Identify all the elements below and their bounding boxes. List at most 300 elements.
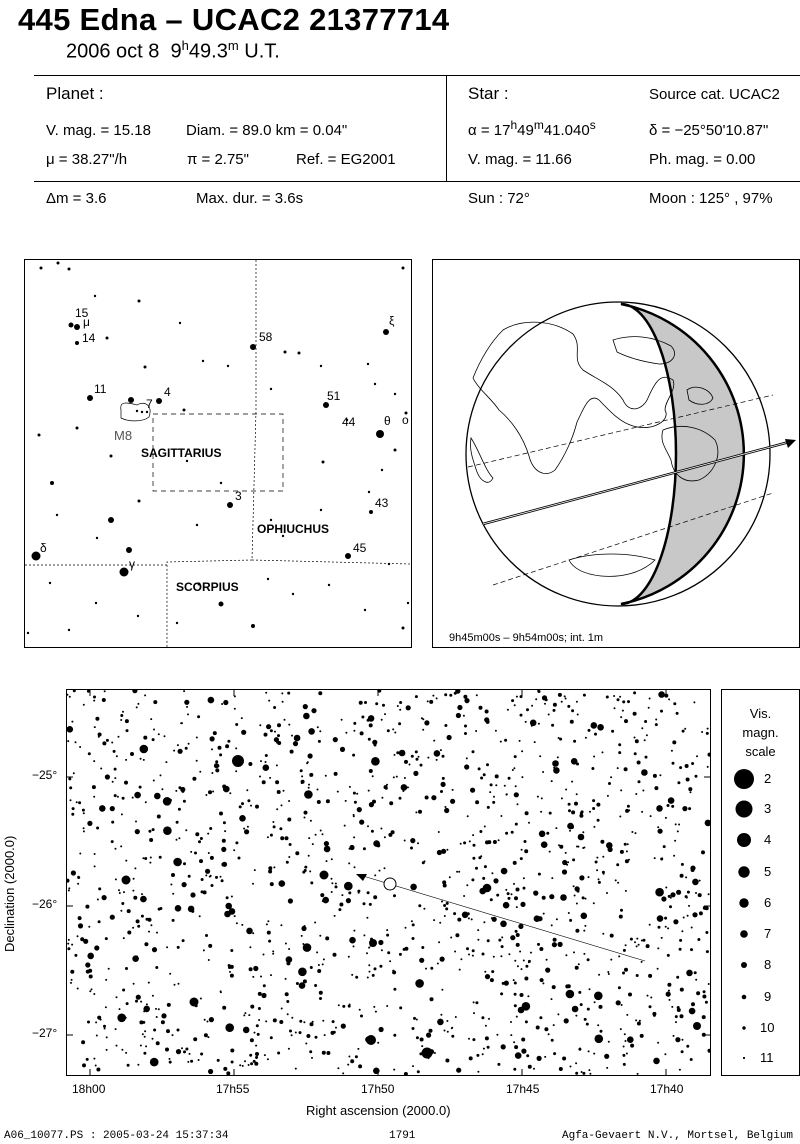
- field-star: [492, 917, 497, 922]
- planet-heading: Planet :: [46, 84, 104, 103]
- field-star: [631, 831, 633, 833]
- field-star: [479, 706, 483, 710]
- field-star: [457, 918, 461, 922]
- field-star: [622, 1054, 625, 1057]
- field-star: [337, 1067, 339, 1069]
- field-star: [394, 732, 396, 734]
- field-star: [450, 799, 455, 804]
- field-star: [473, 1012, 475, 1014]
- field-star: [334, 772, 338, 776]
- field-star: [322, 1020, 324, 1022]
- field-star: [296, 982, 299, 985]
- field-star: [486, 720, 490, 724]
- field-star: [553, 709, 556, 712]
- field-star: [525, 965, 528, 968]
- field-star: [317, 789, 319, 791]
- field-star: [433, 740, 435, 742]
- field-star: [224, 830, 226, 832]
- field-star: [647, 995, 649, 997]
- finder-label-xi: ξ: [389, 314, 395, 328]
- field-star: [105, 1006, 107, 1008]
- field-star: [531, 725, 533, 727]
- field-star: [270, 882, 274, 886]
- field-star: [141, 893, 143, 895]
- field-star: [708, 1049, 711, 1053]
- field-star: [508, 777, 511, 780]
- field-star: [582, 896, 585, 899]
- field-star: [396, 751, 399, 754]
- field-star: [230, 974, 234, 978]
- field-star: [677, 830, 679, 832]
- field-star: [676, 712, 679, 715]
- field-star: [445, 907, 448, 910]
- field-star: [500, 992, 503, 995]
- field-star: [252, 932, 254, 934]
- field-star: [602, 856, 604, 858]
- field-star: [591, 767, 594, 770]
- field-star: [185, 829, 187, 831]
- field-star: [654, 786, 658, 790]
- field-star: [285, 978, 287, 980]
- field-star: [678, 824, 680, 826]
- field-star: [320, 893, 324, 897]
- field-star: [310, 775, 312, 777]
- field-star: [190, 1060, 193, 1063]
- field-star: [470, 788, 475, 793]
- field-star: [545, 968, 550, 973]
- field-star: [487, 939, 490, 942]
- field-star: [566, 864, 568, 866]
- field-star: [331, 858, 333, 860]
- field-star: [415, 750, 418, 753]
- field-star: [516, 1016, 518, 1018]
- field-star: [252, 976, 254, 978]
- field-star: [393, 776, 395, 778]
- field-star: [125, 1052, 127, 1054]
- field-star: [205, 874, 207, 876]
- field-star: [508, 953, 510, 955]
- field-star: [658, 691, 665, 698]
- field-star: [279, 1020, 283, 1024]
- field-star: [596, 869, 598, 871]
- field-star: [444, 808, 449, 813]
- field-star: [568, 809, 571, 812]
- field-star: [627, 700, 630, 703]
- bright-field-star: [369, 939, 377, 947]
- field-star: [208, 697, 215, 704]
- field-star: [197, 715, 200, 718]
- field-star: [446, 849, 448, 851]
- field-star: [695, 892, 697, 894]
- field-star: [256, 1024, 259, 1027]
- field-star: [214, 763, 219, 768]
- field-star: [562, 869, 567, 874]
- star-vmag: V. mag. = 11.66: [468, 151, 572, 168]
- field-star: [635, 793, 637, 795]
- field-star: [608, 782, 611, 785]
- field-star: [74, 954, 77, 957]
- field-star: [531, 705, 533, 707]
- field-star: [344, 825, 346, 827]
- field-star: [485, 710, 489, 714]
- field-star: [364, 701, 367, 704]
- field-star: [582, 847, 584, 849]
- field-star: [600, 1030, 603, 1033]
- field-star: [504, 785, 506, 787]
- field-star: [621, 1004, 623, 1006]
- field-star: [417, 1070, 420, 1073]
- field-star: [152, 738, 155, 741]
- delta-mag: Δm = 3.6: [46, 190, 107, 207]
- field-star: [493, 840, 497, 844]
- field-star: [77, 876, 80, 879]
- field-star: [349, 786, 351, 788]
- field-star: [300, 769, 303, 772]
- field-star: [622, 710, 624, 712]
- field-star: [649, 698, 651, 700]
- field-star: [169, 799, 172, 802]
- field-star: [177, 744, 179, 746]
- field-star: [182, 882, 187, 887]
- field-star: [120, 719, 122, 721]
- field-star: [628, 809, 630, 811]
- field-star: [495, 730, 497, 732]
- field-star: [649, 924, 651, 926]
- field-star: [121, 902, 124, 905]
- field-star: [589, 1073, 591, 1075]
- field-star: [442, 777, 445, 780]
- legend-label-8: 8: [764, 957, 772, 972]
- field-star: [277, 723, 281, 727]
- field-star: [411, 920, 413, 922]
- field-star: [490, 898, 493, 901]
- field-star: [513, 767, 515, 769]
- field-star: [620, 850, 624, 854]
- field-star: [521, 849, 523, 851]
- field-star: [255, 1052, 259, 1056]
- field-star: [322, 1051, 326, 1055]
- field-star: [440, 749, 442, 751]
- field-star: [105, 937, 108, 940]
- field-star: [243, 828, 245, 830]
- field-star: [325, 936, 329, 940]
- field-star: [426, 1033, 431, 1038]
- field-star: [310, 966, 313, 969]
- field-star: [250, 1062, 253, 1065]
- field-star: [406, 705, 411, 710]
- field-star: [565, 698, 567, 700]
- field-star: [169, 1058, 171, 1060]
- field-star: [661, 896, 666, 901]
- field-star: [69, 696, 71, 698]
- field-star: [392, 728, 394, 730]
- field-star: [183, 800, 186, 803]
- field-star: [637, 1073, 639, 1075]
- field-star: [702, 1015, 706, 1019]
- field-star: [634, 737, 636, 739]
- field-star: [643, 939, 646, 942]
- field-star: [524, 849, 528, 853]
- field-star: [270, 1036, 273, 1039]
- field-star: [513, 861, 517, 865]
- field-star: [525, 721, 527, 723]
- field-star: [521, 776, 523, 778]
- field-star: [161, 1020, 165, 1024]
- field-star: [335, 883, 337, 885]
- field-star: [120, 714, 123, 717]
- field-star: [165, 761, 167, 763]
- field-star: [349, 845, 354, 850]
- field-star: [615, 879, 617, 881]
- field-star: [688, 807, 691, 810]
- field-star: [649, 974, 652, 977]
- bright-field-star: [693, 1022, 701, 1030]
- field-star: [318, 740, 321, 743]
- field-star: [464, 764, 469, 769]
- field-star: [634, 941, 636, 943]
- field-star: [159, 856, 162, 859]
- field-star: [92, 785, 96, 789]
- field-star: [303, 1021, 305, 1023]
- field-star: [627, 1036, 634, 1043]
- field-star: [273, 825, 276, 828]
- field-star: [436, 697, 438, 699]
- field-star: [83, 830, 85, 832]
- field-star: [564, 695, 566, 697]
- field-star: [67, 694, 68, 696]
- field-star: [578, 991, 581, 994]
- field-star: [441, 782, 446, 787]
- field-star: [156, 932, 158, 934]
- field-star: [308, 787, 310, 789]
- legend-label-10: 10: [760, 1020, 775, 1035]
- field-star: [596, 803, 600, 807]
- field-star: [538, 723, 540, 725]
- field-star: [222, 862, 227, 867]
- field-star: [608, 847, 613, 852]
- field-star: [442, 880, 446, 884]
- field-star: [78, 916, 82, 920]
- field-star: [322, 833, 324, 835]
- field-star: [501, 1044, 506, 1049]
- field-star: [571, 810, 575, 814]
- field-star: [457, 705, 462, 710]
- field-star: [659, 774, 661, 776]
- field-star: [134, 792, 141, 799]
- field-star: [446, 1020, 448, 1022]
- field-star: [570, 825, 574, 829]
- field-star: [475, 1001, 478, 1004]
- field-star: [369, 723, 373, 727]
- field-star: [288, 948, 290, 950]
- field-star: [87, 1021, 90, 1024]
- field-star: [125, 1017, 127, 1019]
- field-star: [705, 820, 710, 827]
- field-star: [386, 934, 389, 937]
- field-star: [655, 723, 658, 726]
- field-star: [208, 852, 210, 854]
- field-star: [641, 961, 643, 963]
- field-star: [93, 1058, 95, 1060]
- field-star: [464, 698, 469, 703]
- field-star: [261, 993, 266, 998]
- field-star: [515, 930, 518, 933]
- field-star: [542, 896, 546, 900]
- field-star: [358, 1064, 362, 1068]
- field-star: [606, 892, 608, 894]
- field-star: [585, 898, 587, 900]
- field-star: [604, 1054, 609, 1059]
- field-star: [424, 860, 426, 862]
- field-star: [580, 1003, 583, 1006]
- field-star: [369, 903, 372, 906]
- field-star: [322, 897, 329, 904]
- field-star: [553, 703, 557, 707]
- field-star: [367, 891, 370, 894]
- field-star: [373, 895, 377, 899]
- field-star: [562, 1057, 566, 1061]
- field-star: [389, 801, 393, 805]
- field-star: [567, 861, 569, 863]
- field-star: [345, 800, 347, 802]
- field-star: [623, 949, 626, 952]
- field-star: [303, 704, 308, 709]
- field-star: [558, 737, 560, 739]
- field-star: [105, 979, 107, 981]
- field-star: [624, 1033, 626, 1035]
- field-star: [482, 953, 485, 956]
- field-star: [348, 891, 351, 894]
- field-star: [514, 704, 516, 706]
- field-star: [102, 895, 107, 900]
- field-star: [158, 908, 161, 911]
- finder-label-45: 45: [353, 541, 367, 555]
- field-star: [421, 1045, 423, 1047]
- bright-field-star: [366, 1035, 376, 1045]
- field-star: [675, 1037, 680, 1042]
- field-star: [111, 840, 114, 843]
- field-star: [122, 711, 124, 713]
- field-star: [294, 735, 301, 742]
- field-star: [89, 975, 93, 979]
- field-star: [248, 1064, 250, 1066]
- field-star: [259, 724, 261, 726]
- field-star: [315, 834, 317, 836]
- field-star: [367, 825, 369, 827]
- field-star: [178, 749, 183, 754]
- field-star: [333, 953, 337, 957]
- field-star: [279, 880, 286, 887]
- field-star: [167, 1003, 171, 1007]
- field-star: [241, 717, 243, 719]
- field-star: [263, 954, 265, 956]
- field-star: [166, 1029, 170, 1033]
- field-star: [707, 728, 709, 730]
- field-star: [620, 1028, 622, 1030]
- field-star: [657, 968, 659, 970]
- field-star: [372, 974, 375, 977]
- field-star: [696, 991, 700, 995]
- field-star: [472, 949, 475, 952]
- field-star: [511, 831, 514, 834]
- field-star: [618, 743, 621, 746]
- ytick-25: −25°: [32, 768, 58, 782]
- field-star: [196, 760, 198, 762]
- field-star: [422, 718, 424, 720]
- field-star: [121, 1049, 123, 1051]
- field-star: [247, 799, 250, 802]
- field-star: [557, 1013, 559, 1015]
- field-star: [189, 1053, 191, 1055]
- field-star: [575, 1015, 577, 1017]
- field-star: [473, 1001, 475, 1003]
- legend-svg: [722, 690, 799, 1075]
- field-star: [293, 741, 298, 746]
- field-star: [115, 878, 117, 880]
- field-star: [144, 942, 148, 946]
- field-star: [572, 858, 575, 861]
- field-star: [372, 800, 376, 804]
- field-star: [488, 1018, 490, 1020]
- field-star: [686, 970, 693, 977]
- field-star: [432, 695, 434, 697]
- field-star: [368, 964, 370, 966]
- field-star: [70, 970, 74, 974]
- field-star: [516, 696, 518, 698]
- field-star: [430, 967, 433, 970]
- field-star: [565, 954, 567, 956]
- field-star: [592, 807, 595, 810]
- event-date: 2006 oct 8: [66, 40, 160, 63]
- field-star: [627, 843, 629, 845]
- field-star: [586, 1023, 589, 1026]
- field-star: [619, 696, 621, 698]
- field-star: [407, 786, 409, 788]
- field-star: [123, 891, 125, 893]
- field-star: [120, 845, 122, 847]
- field-star: [351, 974, 353, 976]
- field-star: [697, 938, 700, 941]
- field-star: [379, 965, 382, 968]
- field-star: [156, 1016, 158, 1018]
- right-ascension-axis-label: Right ascension (2000.0): [306, 1103, 451, 1118]
- field-star: [378, 940, 383, 945]
- field-star: [598, 881, 601, 884]
- field-star: [67, 943, 69, 945]
- footer-publisher: Agfa-Gevaert N.V., Mortsel, Belgium: [562, 1130, 794, 1142]
- field-star: [243, 1014, 245, 1016]
- field-star: [593, 756, 595, 758]
- field-star: [324, 841, 329, 846]
- field-star: [96, 1068, 100, 1072]
- finder-label-omicron: o: [402, 413, 409, 427]
- field-star: [515, 823, 518, 826]
- field-star: [567, 984, 571, 988]
- field-star: [416, 1019, 418, 1021]
- field-star: [412, 937, 415, 940]
- field-star: [201, 890, 204, 893]
- field-star: [373, 1068, 380, 1075]
- field-star: [94, 945, 99, 950]
- field-star: [542, 695, 547, 700]
- field-star: [117, 796, 119, 798]
- field-star: [346, 898, 351, 903]
- field-star: [210, 736, 215, 741]
- field-star: [455, 691, 457, 693]
- field-star: [290, 750, 294, 754]
- header-divider-vertical: [446, 75, 447, 181]
- field-star: [493, 796, 495, 798]
